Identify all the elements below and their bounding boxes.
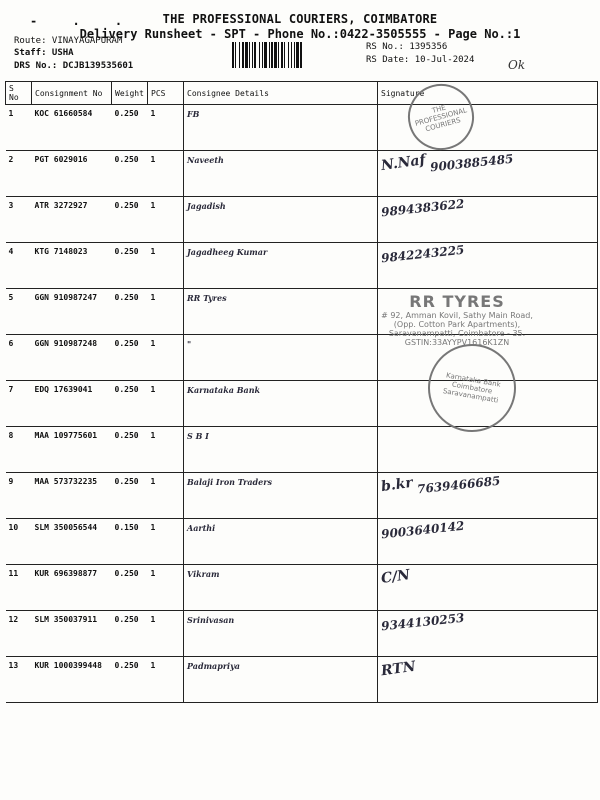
row-consignee: Padmapriya bbox=[184, 657, 378, 703]
row-consignee: Srinivasan bbox=[184, 611, 378, 657]
signature-text: RTN bbox=[380, 658, 417, 680]
courier-seal-text: THE PROFESSIONAL COURIERS bbox=[414, 103, 468, 134]
table-row bbox=[6, 105, 598, 151]
row-signature bbox=[378, 611, 598, 657]
row-weight: 0.250 bbox=[112, 151, 148, 197]
row-consignment: KOC 61660584 bbox=[32, 105, 112, 151]
row-signature bbox=[378, 473, 598, 519]
runsheet-barcode bbox=[232, 42, 360, 68]
row-weight: 0.250 bbox=[112, 657, 148, 703]
row-consignment: KUR 1000399448 bbox=[32, 657, 112, 703]
signature-phone: 9894383622 bbox=[380, 196, 466, 220]
row-consignee: Karnataka Bank bbox=[184, 381, 378, 427]
row-sno: 11 bbox=[6, 565, 32, 611]
ok-note: Ok bbox=[508, 58, 526, 72]
row-sno: 7 bbox=[6, 381, 32, 427]
table-row bbox=[6, 611, 598, 657]
row-sno: 1 bbox=[6, 105, 32, 151]
table-row bbox=[6, 565, 598, 611]
stamp-line1: # 92, Amman Kovil, Sathy Main Road, bbox=[381, 311, 533, 320]
row-consignment: KTG 7148023 bbox=[32, 243, 112, 289]
col-sno: S No bbox=[6, 82, 32, 105]
rr-tyres-stamp bbox=[362, 292, 552, 352]
header-dots: - . . bbox=[30, 14, 137, 28]
row-pcs: 1 bbox=[148, 473, 184, 519]
row-consignment: GGN 910987247 bbox=[32, 289, 112, 335]
row-weight: 0.250 bbox=[112, 381, 148, 427]
row-consignment: SLM 350037911 bbox=[32, 611, 112, 657]
staff-label: Staff: USHA bbox=[14, 48, 74, 58]
route-label: Route: VINAYAGAPURAM bbox=[14, 36, 123, 46]
signature-phone: 9003640142 bbox=[380, 518, 466, 542]
row-consignee: Jagadheeg Kumar bbox=[184, 243, 378, 289]
row-sno: 3 bbox=[6, 197, 32, 243]
table-row bbox=[6, 519, 598, 565]
stamp-gstin: GSTIN:33AYYPV1616K1ZN bbox=[404, 338, 510, 347]
row-consignment: ATR 3272927 bbox=[32, 197, 112, 243]
row-consignee: RR Tyres bbox=[184, 289, 378, 335]
row-consignee: Naveeth bbox=[184, 151, 378, 197]
row-consignee: Jagadish bbox=[184, 197, 378, 243]
row-sno: 13 bbox=[6, 657, 32, 703]
row-signature bbox=[378, 243, 598, 289]
row-pcs: 1 bbox=[148, 427, 184, 473]
row-consignee: Aarthi bbox=[184, 519, 378, 565]
row-pcs: 1 bbox=[148, 657, 184, 703]
barcode-bar bbox=[302, 42, 303, 68]
table-row bbox=[6, 657, 598, 703]
signature-text: N.Naf bbox=[380, 151, 427, 175]
row-weight: 0.250 bbox=[112, 565, 148, 611]
row-consignee: FB bbox=[184, 105, 378, 151]
row-weight: 0.150 bbox=[112, 519, 148, 565]
row-consignee: S B I bbox=[184, 427, 378, 473]
signature-phone: 9842243225 bbox=[380, 242, 466, 266]
rs-number: RS No.: 1395356 bbox=[366, 42, 448, 52]
row-pcs: 1 bbox=[148, 335, 184, 381]
row-signature bbox=[378, 427, 598, 473]
table-row bbox=[6, 473, 598, 519]
row-sno: 2 bbox=[6, 151, 32, 197]
row-signature bbox=[378, 565, 598, 611]
row-pcs: 1 bbox=[148, 243, 184, 289]
row-sno: 9 bbox=[6, 473, 32, 519]
row-pcs: 1 bbox=[148, 611, 184, 657]
signature-phone: 7639466685 bbox=[416, 473, 501, 497]
row-pcs: 1 bbox=[148, 519, 184, 565]
row-weight: 0.250 bbox=[112, 197, 148, 243]
col-consignee: Consignee Details bbox=[184, 82, 378, 105]
row-sno: 4 bbox=[6, 243, 32, 289]
row-consignment: SLM 350056544 bbox=[32, 519, 112, 565]
runsheet-subtitle: Delivery Runsheet - SPT - Phone No.:0422-3505555 - Page No.:1 bbox=[79, 27, 521, 41]
row-signature bbox=[378, 519, 598, 565]
company-name: THE PROFESSIONAL COURIERS, COIMBATORE bbox=[162, 12, 438, 26]
row-pcs: 1 bbox=[148, 289, 184, 335]
row-sno: 6 bbox=[6, 335, 32, 381]
col-pcs: PCS bbox=[148, 82, 184, 105]
row-weight: 0.250 bbox=[112, 105, 148, 151]
bank-seal-text: Karnataka Bank Coimbatore Saravanampatti bbox=[442, 371, 502, 405]
row-weight: 0.250 bbox=[112, 243, 148, 289]
row-pcs: 1 bbox=[148, 197, 184, 243]
signature-phone: 9003885485 bbox=[429, 151, 514, 175]
drs-number: DRS No.: DCJB139535601 bbox=[14, 61, 134, 71]
row-consignment: EDQ 17639041 bbox=[32, 381, 112, 427]
row-sno: 5 bbox=[6, 289, 32, 335]
row-pcs: 1 bbox=[148, 381, 184, 427]
row-signature bbox=[378, 151, 598, 197]
stamp-line2: (Opp. Cotton Park Apartments), bbox=[393, 320, 521, 329]
signature-text: b.kr bbox=[380, 474, 414, 496]
stamp-name: RR TYRES bbox=[409, 292, 505, 311]
signature-phone: 9344130253 bbox=[380, 610, 466, 634]
row-sno: 10 bbox=[6, 519, 32, 565]
col-signature: Signature bbox=[378, 82, 598, 105]
row-weight: 0.250 bbox=[112, 473, 148, 519]
table-row bbox=[6, 427, 598, 473]
row-consignment: MAA 573732235 bbox=[32, 473, 112, 519]
row-consignee: Balaji Iron Traders bbox=[184, 473, 378, 519]
row-consignment: GGN 910987248 bbox=[32, 335, 112, 381]
rs-date: RS Date: 10-Jul-2024 bbox=[366, 55, 475, 65]
row-sno: 12 bbox=[6, 611, 32, 657]
col-consignment: Consignment No bbox=[32, 82, 112, 105]
col-weight: Weight bbox=[112, 82, 148, 105]
table-row bbox=[6, 197, 598, 243]
row-pcs: 1 bbox=[148, 151, 184, 197]
row-pcs: 1 bbox=[148, 105, 184, 151]
row-consignment: PGT 6029016 bbox=[32, 151, 112, 197]
table-header-row bbox=[6, 82, 598, 105]
row-consignee: Vikram bbox=[184, 565, 378, 611]
signature-text: C/N bbox=[380, 567, 412, 587]
row-signature bbox=[378, 657, 598, 703]
table-row bbox=[6, 243, 598, 289]
row-weight: 0.250 bbox=[112, 289, 148, 335]
row-weight: 0.250 bbox=[112, 335, 148, 381]
row-weight: 0.250 bbox=[112, 427, 148, 473]
row-signature bbox=[378, 197, 598, 243]
table-row bbox=[6, 151, 598, 197]
row-consignee: " bbox=[184, 335, 378, 381]
row-weight: 0.250 bbox=[112, 611, 148, 657]
row-consignment: KUR 696398877 bbox=[32, 565, 112, 611]
row-sno: 8 bbox=[6, 427, 32, 473]
stamp-line3: Saravanampatti, Coimbatore - 35. bbox=[388, 329, 526, 338]
row-pcs: 1 bbox=[148, 565, 184, 611]
row-consignment: MAA 109775601 bbox=[32, 427, 112, 473]
